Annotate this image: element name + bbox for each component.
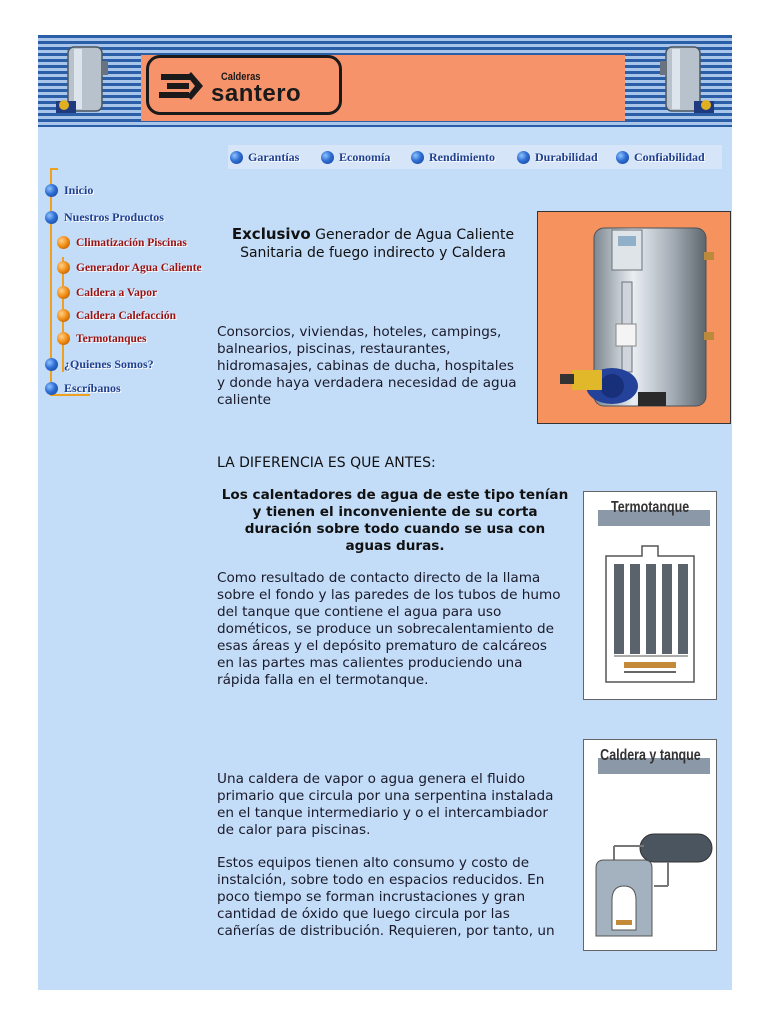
bullet-icon xyxy=(45,358,58,371)
boiler-image-left xyxy=(52,41,120,121)
boiler-photo xyxy=(537,211,731,424)
sidebar-item-quienes-somos[interactable] xyxy=(45,357,154,372)
bullet-icon xyxy=(57,309,70,322)
topnav-item-confiabilidad[interactable] xyxy=(616,148,705,166)
bullet-icon xyxy=(411,151,424,164)
figure-title xyxy=(584,492,716,524)
topnav-item-rendimiento[interactable] xyxy=(411,148,495,166)
sidebar-item-label: Caldera Calefacción xyxy=(76,309,176,322)
santero-logo-icon xyxy=(157,64,205,108)
sidebar-item-climatizacion-piscinas[interactable] xyxy=(57,236,187,249)
top-nav xyxy=(228,145,722,169)
intro-title-bold: Exclusivo xyxy=(231,225,311,243)
bullet-icon xyxy=(57,261,70,274)
bullet-icon xyxy=(517,151,530,164)
bullet-icon xyxy=(45,184,58,197)
sidebar-item-label: Escríbanos xyxy=(64,381,121,395)
sidebar-item-nuestros-productos[interactable] xyxy=(45,210,164,225)
sidebar-item-inicio[interactable] xyxy=(45,183,93,198)
bullet-icon xyxy=(57,236,70,249)
sidebar-item-termotanques[interactable] xyxy=(57,332,147,345)
bullet-icon xyxy=(45,211,58,224)
caldera-tanque-figure xyxy=(583,739,717,951)
topnav-label: Rendimiento xyxy=(429,149,495,164)
sidebar-item-escribanos[interactable] xyxy=(45,381,121,396)
bullet-icon xyxy=(321,151,334,164)
difference-paragraph-3: Estos equipos tienen alto consumo y costo de instalción, sobre todo en espacios reducidos. En poco tiempo se forman incrustaciones y gran cantidad de óxido que luego circula por las cañerías de distribución. Requieren, por tanto, un xyxy=(217,855,555,939)
topnav-item-durabilidad[interactable] xyxy=(517,148,598,166)
boiler-image-right xyxy=(650,41,718,121)
termotanque-diagram xyxy=(584,532,716,692)
logo-text-small: Calderas xyxy=(221,71,261,83)
figure-title xyxy=(584,740,716,772)
termotanque-label: Termotanque xyxy=(610,499,690,516)
sidebar-item-caldera-a-vapor[interactable] xyxy=(57,286,157,299)
topnav-label: Economía xyxy=(339,149,391,164)
nav-tree-line xyxy=(50,168,58,170)
page xyxy=(38,35,732,990)
topnav-label: Garantías xyxy=(248,149,300,164)
logo-frame xyxy=(146,55,342,115)
topnav-item-economia[interactable] xyxy=(321,148,390,166)
sidebar-item-label: Termotanques xyxy=(76,332,147,345)
header-banner xyxy=(38,35,732,127)
sidebar-item-label: ¿Quienes Somos? xyxy=(64,357,154,371)
topnav-item-garantias[interactable] xyxy=(230,148,299,166)
caldera-tanque-diagram xyxy=(584,780,716,948)
sidebar-item-label: Caldera a Vapor xyxy=(76,286,158,299)
bullet-icon xyxy=(230,151,243,164)
difference-bold-text: Los calentadores de agua de este tipo tenían y tienen el inconveniente de su corta duración sobre todo cuando se usa con aguas duras. xyxy=(221,487,569,554)
termotanque-figure xyxy=(583,491,717,700)
intro-title-rest: Generador de Agua Caliente Sanitaria de fuego indirecto y Caldera xyxy=(240,227,515,261)
difference-paragraph-2: Una caldera de vapor o agua genera el fluido primario que circula por una serpentina instalada en el tanque intermediario y o el intercambiador de calor para piscinas. xyxy=(217,771,554,838)
difference-paragraph-1: Como resultado de contacto directo de la llama sobre el fondo y las paredes de los tubos de humo del tanque que contiene el agua para uso dométicos, se produce un sobrecalentamiento de esas áreas y el depósito prematuro de calcáreos en las partes mas calientes produciendo una rápida falla en el termotanque. xyxy=(217,570,561,688)
logo-text-big: santero xyxy=(211,80,302,107)
logo-box[interactable] xyxy=(141,55,625,121)
bullet-icon xyxy=(616,151,629,164)
sidebar-item-generador-agua-caliente[interactable] xyxy=(57,261,202,274)
boiler-illustration xyxy=(538,212,730,423)
bullet-icon xyxy=(57,286,70,299)
difference-heading: LA DIFERENCIA ES QUE ANTES: xyxy=(217,455,436,471)
sidebar-item-caldera-calefaccion[interactable] xyxy=(57,309,176,322)
clients-paragraph: Consorcios, viviendas, hoteles, campings, balnearios, piscinas, restaurantes, hidromasajes, cabinas de ducha, hospitales y donde haya verdadera necesidad de agua caliente xyxy=(217,324,517,408)
sidebar-item-label: Generador Agua Caliente xyxy=(76,261,202,274)
side-nav xyxy=(38,165,218,425)
topnav-label: Confiabilidad xyxy=(634,149,705,164)
sidebar-item-label: Climatización Piscinas xyxy=(76,236,187,249)
bullet-icon xyxy=(57,332,70,345)
intro-title xyxy=(228,225,518,262)
topnav-label: Durabilidad xyxy=(535,149,598,164)
bullet-icon xyxy=(45,382,58,395)
sidebar-item-label: Nuestros Productos xyxy=(64,210,164,224)
sidebar-item-label: Inicio xyxy=(64,183,94,197)
caldera-label: Caldera y tanque xyxy=(599,747,701,764)
